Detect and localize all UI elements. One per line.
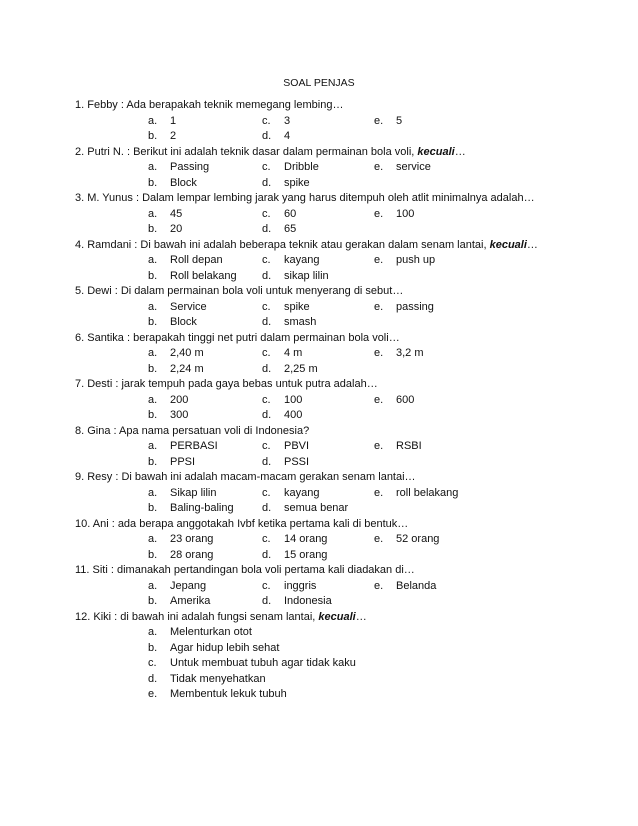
option-letter: c.: [262, 393, 271, 406]
answer-option: [262, 160, 319, 175]
option-letter: b.: [148, 316, 158, 328]
option-text: Untuk membuat tubuh agar tidak kaku: [170, 657, 356, 669]
option-letter: c.: [262, 533, 271, 545]
question-text: Resy : Di bawah ini adalah macam-macam gerakan senam lantai…: [87, 471, 416, 483]
option-text: roll belakang: [396, 486, 459, 499]
option-text: inggris: [284, 579, 317, 592]
answer-option: [148, 176, 197, 191]
question-7: [75, 377, 638, 393]
answer-option: [262, 594, 332, 609]
option-letter: b.: [148, 176, 158, 189]
answer-option: [148, 625, 252, 640]
question-suffix: …: [526, 238, 538, 251]
option-text: Amerika: [170, 595, 211, 607]
option-text: service: [396, 161, 431, 173]
option-letter: e.: [374, 161, 384, 173]
option-text: PBVI: [284, 440, 310, 452]
answer-option: [148, 594, 210, 609]
answer-option: [148, 393, 188, 408]
answer-option: [262, 253, 319, 268]
option-letter: d.: [262, 502, 272, 514]
option-row: [0, 656, 638, 672]
question-emphasis: kecuali: [318, 610, 356, 623]
answer-option: [148, 486, 216, 501]
option-letter: c.: [262, 254, 271, 266]
answer-option: [374, 160, 431, 175]
option-letter: b.: [148, 362, 158, 375]
option-letter: b.: [148, 641, 158, 654]
option-text: Passing: [170, 161, 210, 173]
question-emphasis: kecuali: [417, 145, 455, 158]
question-suffix: …: [454, 145, 466, 158]
answer-option: [262, 408, 302, 423]
option-letter: d.: [262, 548, 272, 561]
option-text: 28 orang: [170, 548, 214, 561]
option-row: [0, 176, 638, 192]
option-letter: d.: [262, 176, 272, 189]
option-letter: c.: [262, 300, 271, 313]
answer-option: [262, 362, 318, 377]
option-letter: c.: [262, 161, 271, 173]
question-text: Putri N. : Berikut ini adalah teknik dasar dalam permainan bola voli,: [87, 145, 418, 158]
answer-option: [262, 300, 310, 315]
option-letter: a.: [148, 347, 158, 359]
option-row: [0, 269, 638, 285]
option-text: 15 orang: [284, 548, 328, 561]
question-12: [75, 610, 638, 626]
answer-option: [148, 207, 182, 222]
option-text: Melenturkan otot: [170, 626, 252, 638]
option-text: 4: [284, 130, 291, 142]
option-text: passing: [396, 300, 434, 313]
option-text: spike: [284, 176, 310, 189]
option-letter: a.: [148, 393, 158, 406]
answer-option: [262, 207, 296, 222]
option-row: [0, 362, 638, 378]
option-row: [0, 160, 638, 176]
option-text: PSSI: [284, 455, 310, 468]
option-letter: e.: [374, 393, 384, 406]
question-text: Dewi : Di dalam permainan bola voli untuk menyerang di sebut…: [87, 285, 404, 297]
question-text: M. Yunus : Dalam lempar lembing jarak yang harus ditempuh oleh atlit minimalnya adalah…: [87, 192, 535, 204]
option-text: Membentuk lekuk tubuh: [170, 688, 287, 700]
option-row: [0, 625, 638, 641]
question-1: [75, 98, 638, 114]
answer-option: [262, 548, 327, 563]
option-letter: d.: [148, 672, 158, 685]
answer-option: [148, 641, 279, 656]
question-number: 5.: [75, 285, 88, 297]
option-text: Agar hidup lebih sehat: [170, 641, 280, 654]
option-text: Belanda: [396, 579, 437, 592]
option-text: kayang: [284, 254, 320, 266]
option-letter: a.: [148, 486, 158, 499]
option-row: [0, 548, 638, 564]
question-3: [75, 191, 638, 207]
option-text: 3,2 m: [396, 347, 424, 359]
option-row: [0, 207, 638, 223]
option-letter: a.: [148, 254, 158, 266]
option-text: 5: [396, 114, 403, 127]
option-letter: b.: [148, 269, 158, 282]
answer-option: [148, 672, 266, 687]
question-9: [75, 470, 638, 486]
answer-option: [374, 346, 424, 361]
answer-option: [374, 114, 402, 129]
answer-option: [148, 548, 213, 563]
option-letter: a.: [148, 579, 158, 592]
question-text: Febby : Ada berapakah teknik memegang lembing…: [87, 99, 344, 111]
answer-option: [374, 253, 435, 268]
option-text: 2,25 m: [284, 362, 318, 375]
answer-option: [262, 439, 309, 454]
option-row: [0, 486, 638, 502]
option-row: [0, 129, 638, 145]
option-letter: d.: [262, 362, 272, 375]
option-text: Roll depan: [170, 254, 223, 266]
option-letter: b.: [148, 595, 158, 607]
answer-option: [262, 501, 348, 516]
answer-option: [262, 269, 329, 284]
answer-option: [148, 439, 218, 454]
option-text: 60: [284, 207, 297, 220]
option-text: 2,24 m: [170, 362, 204, 375]
option-row: [0, 300, 638, 316]
option-text: push up: [396, 254, 436, 266]
answer-option: [148, 532, 213, 547]
answer-option: [148, 579, 206, 594]
answer-option: [148, 160, 209, 175]
answer-option: [148, 656, 356, 671]
answer-option: [374, 207, 414, 222]
option-text: sikap lilin: [284, 269, 329, 282]
option-row: [0, 687, 638, 703]
answer-option: [262, 129, 290, 144]
answer-option: [262, 222, 296, 237]
answer-option: [148, 687, 287, 702]
option-letter: e.: [374, 207, 384, 220]
question-text: Siti : dimanakah pertandingan bola voli pertama kali diadakan di…: [92, 564, 415, 576]
option-letter: b.: [148, 455, 158, 468]
option-letter: e.: [148, 688, 158, 700]
option-text: Jepang: [170, 579, 207, 592]
option-letter: b.: [148, 130, 158, 142]
option-letter: a.: [148, 161, 158, 173]
option-text: Sikap lilin: [170, 486, 217, 499]
answer-option: [148, 362, 204, 377]
answer-option: [148, 315, 197, 330]
option-text: 45: [170, 207, 183, 220]
option-row: [0, 501, 638, 517]
option-letter: d.: [262, 409, 272, 421]
option-letter: e.: [374, 114, 384, 127]
option-text: 100: [284, 393, 303, 406]
question-suffix: …: [355, 610, 367, 623]
option-text: 20: [170, 223, 183, 235]
option-row: [0, 315, 638, 331]
option-letter: a.: [148, 440, 158, 452]
option-letter: e.: [374, 347, 384, 359]
option-text: Service: [170, 300, 207, 313]
answer-option: [374, 300, 434, 315]
option-letter: c.: [262, 114, 271, 127]
option-text: RSBI: [396, 440, 422, 452]
answer-option: [148, 114, 176, 129]
question-8: [75, 424, 638, 440]
option-row: [0, 579, 638, 595]
answer-option: [148, 346, 204, 361]
option-text: 23 orang: [170, 533, 214, 545]
answer-option: [374, 393, 414, 408]
question-text: Santika : berapakah tinggi net putri dalam permainan bola voli…: [87, 331, 400, 344]
option-letter: e.: [374, 579, 384, 592]
option-letter: c.: [262, 486, 271, 499]
answer-option: [262, 532, 327, 547]
option-text: 52 orang: [396, 533, 440, 545]
option-letter: c.: [262, 579, 271, 592]
question-4: [75, 238, 638, 254]
option-row: [0, 408, 638, 424]
question-number: 9.: [75, 471, 88, 483]
option-row: [0, 253, 638, 269]
answer-option: [148, 129, 176, 144]
question-number: 1.: [75, 99, 88, 111]
question-list: [0, 98, 638, 703]
option-text: Baling-baling: [170, 502, 234, 514]
option-text: 14 orang: [284, 533, 328, 545]
answer-option: [374, 486, 458, 501]
option-letter: b.: [148, 502, 158, 514]
option-row: [0, 641, 638, 657]
option-text: smash: [284, 316, 317, 328]
answer-option: [148, 501, 234, 516]
answer-option: [262, 315, 316, 330]
answer-option: [148, 408, 188, 423]
option-text: kayang: [284, 486, 320, 499]
option-text: Block: [170, 176, 197, 189]
answer-option: [374, 439, 422, 454]
question-number: 2.: [75, 145, 88, 158]
option-letter: b.: [148, 548, 158, 561]
option-letter: a.: [148, 207, 158, 220]
option-text: PERBASI: [170, 440, 218, 452]
answer-option: [262, 486, 319, 501]
option-letter: d.: [262, 130, 272, 142]
question-number: 11.: [75, 564, 93, 576]
option-text: 2,40 m: [170, 347, 204, 359]
option-letter: d.: [262, 455, 272, 468]
option-letter: d.: [262, 595, 272, 607]
option-text: Indonesia: [284, 595, 332, 607]
question-6: [75, 331, 638, 347]
question-text: Gina : Apa nama persatuan voli di Indonesia?: [87, 424, 310, 437]
option-letter: d.: [262, 269, 272, 282]
option-letter: b.: [148, 409, 158, 421]
option-text: Dribble: [284, 161, 319, 173]
option-letter: e.: [374, 533, 384, 545]
page-title: SOAL PENJAS: [283, 77, 355, 89]
option-text: spike: [284, 300, 310, 313]
option-letter: c.: [148, 657, 157, 669]
answer-option: [262, 114, 290, 129]
option-row: [0, 393, 638, 409]
question-number: 3.: [75, 192, 88, 204]
answer-option: [262, 579, 316, 594]
question-number: 8.: [75, 424, 88, 437]
question-2: [75, 145, 638, 161]
answer-option: [148, 300, 207, 315]
option-text: Tidak menyehatkan: [170, 672, 266, 685]
answer-option: [262, 176, 310, 191]
question-10: [75, 517, 638, 533]
option-text: 300: [170, 409, 189, 421]
option-text: PPSI: [170, 455, 196, 468]
answer-option: [148, 269, 237, 284]
option-text: 1: [170, 114, 177, 127]
question-number: 4.: [75, 238, 88, 251]
option-text: 4 m: [284, 347, 303, 359]
option-letter: d.: [262, 316, 272, 328]
option-text: Roll belakang: [170, 269, 237, 282]
option-row: [0, 532, 638, 548]
option-text: 200: [170, 393, 189, 406]
option-letter: c.: [262, 440, 271, 452]
question-number: 6.: [75, 331, 88, 344]
question-number: 10.: [75, 517, 93, 530]
option-text: Block: [170, 316, 197, 328]
option-letter: a.: [148, 114, 158, 127]
option-row: [0, 222, 638, 238]
option-row: [0, 594, 638, 610]
option-text: 600: [396, 393, 415, 406]
option-text: 65: [284, 223, 297, 235]
question-text: Ramdani : Di bawah ini adalah beberapa teknik atau gerakan dalam senam lantai,: [87, 238, 490, 251]
answer-option: [262, 455, 309, 470]
question-text: Ani : ada berapa anggotakah Ivbf ketika pertama kali di bentuk…: [92, 517, 409, 530]
option-text: 3: [284, 114, 291, 127]
question-text: Desti : jarak tempuh pada gaya bebas untuk putra adalah…: [87, 378, 378, 390]
question-emphasis: kecuali: [489, 238, 527, 251]
option-text: 2: [170, 130, 177, 142]
option-row: [0, 439, 638, 455]
question-number: 7.: [75, 378, 88, 390]
answer-option: [148, 222, 182, 237]
answer-option: [374, 532, 439, 547]
option-letter: a.: [148, 626, 158, 638]
option-row: [0, 455, 638, 471]
option-letter: e.: [374, 300, 384, 313]
question-11: [75, 563, 638, 579]
option-letter: a.: [148, 300, 158, 313]
option-row: [0, 672, 638, 688]
option-letter: a.: [148, 533, 158, 545]
option-letter: c.: [262, 347, 271, 359]
option-row: [0, 114, 638, 130]
option-letter: c.: [262, 207, 271, 220]
answer-option: [262, 346, 302, 361]
option-letter: e.: [374, 440, 384, 452]
option-text: 100: [396, 207, 415, 220]
answer-option: [148, 253, 223, 268]
option-text: semua benar: [284, 502, 349, 514]
option-letter: b.: [148, 223, 158, 235]
question-number: 12.: [75, 610, 94, 623]
option-letter: e.: [374, 254, 384, 266]
answer-option: [374, 579, 436, 594]
answer-option: [148, 455, 195, 470]
option-row: [0, 346, 638, 362]
option-letter: e.: [374, 486, 384, 499]
option-letter: d.: [262, 223, 272, 235]
answer-option: [262, 393, 302, 408]
option-text: 400: [284, 409, 303, 421]
question-text: Kiki : di bawah ini adalah fungsi senam lantai,: [93, 610, 319, 623]
question-5: [75, 284, 638, 300]
